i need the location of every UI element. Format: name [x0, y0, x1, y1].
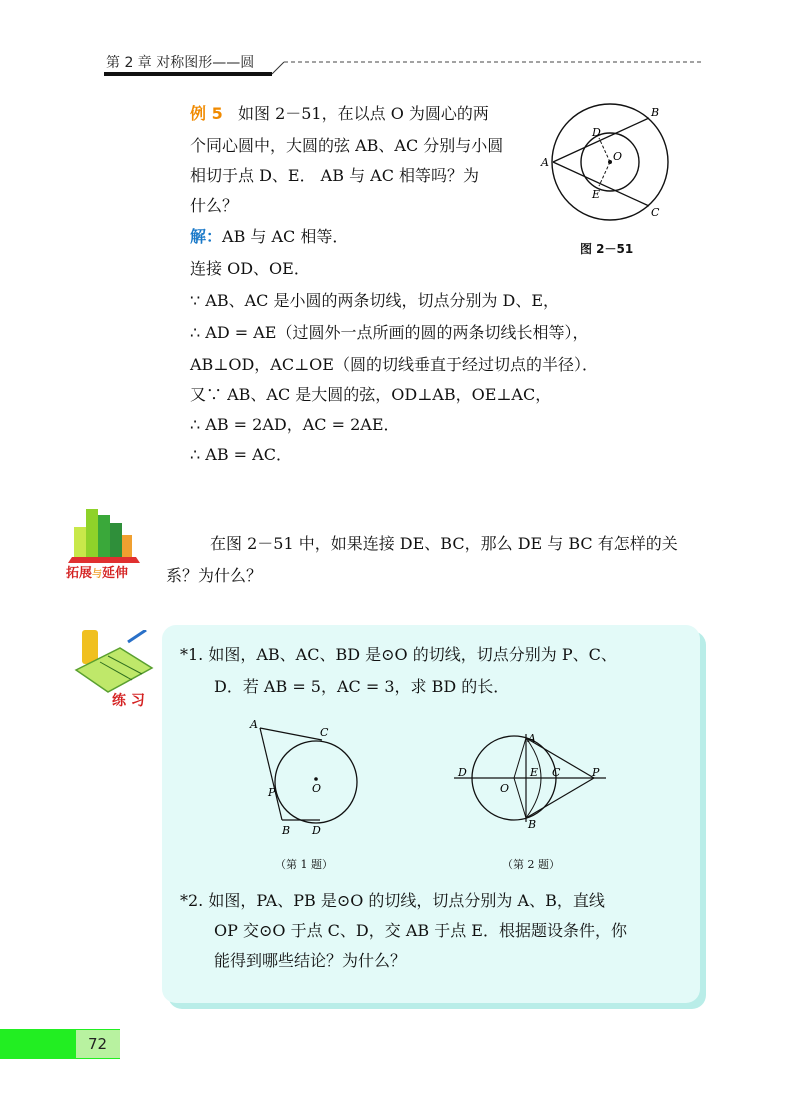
q2-line-2: OP 交⊙O 于点 C、D，交 AB 于点 E．根据题设条件，你: [214, 921, 627, 940]
example-text-2: 个同心圆中，大圆的弦 AB、AC 分别与小圆: [190, 136, 504, 155]
figure-q2: [452, 728, 612, 832]
q2-line-1: *2. 如图，PA、PB 是⊙O 的切线，切点分别为 A、B，直线: [180, 891, 605, 910]
solution-step: ∴ AB = 2AD，AC = 2AE．: [190, 415, 400, 434]
q1-label-d: D: [312, 824, 321, 837]
example-text-1: 如图 2－51，在以点 O 为圆心的两: [237, 104, 489, 123]
chord-ac: [553, 162, 649, 206]
q1-label-o: O: [312, 782, 322, 795]
q1-label-p: P: [268, 786, 276, 799]
q2-tangent-pb: [526, 778, 594, 818]
q1-tangent-ab: [260, 728, 282, 820]
q2-label-a: A: [528, 732, 536, 745]
solution-line: [190, 227, 348, 247]
q1-label-a: A: [250, 718, 258, 731]
radius-oe: [599, 162, 610, 186]
solution-step: 连接 OD、OE．: [190, 259, 310, 278]
solution-step: 又∵ AB、AC 是大圆的弦，OD⊥AB，OE⊥AC，: [190, 385, 552, 404]
extension-badge-mid: 与: [92, 569, 103, 580]
radius-od: [599, 138, 610, 162]
label-d: D: [592, 126, 601, 139]
example-first-line: [190, 104, 489, 124]
solution-step: ∵ AB、AC 是小圆的两条切线，切点分别为 D、E，: [190, 291, 560, 310]
solution-step: AB⊥OD，AC⊥OE（圆的切线垂直于经过切点的半径）．: [190, 355, 598, 374]
header-dashed-rule: [272, 58, 704, 78]
q2-ob: [514, 778, 526, 818]
example-label: 例 5: [190, 104, 223, 123]
label-o: O: [613, 150, 623, 163]
q2-oa: [514, 738, 526, 778]
q2-line-3: 能得到哪些结论？为什么？: [214, 951, 407, 970]
header-underline: [104, 72, 272, 76]
solution-label: 解：: [190, 227, 223, 246]
label-a: A: [541, 156, 549, 169]
q2-label-d: D: [458, 766, 467, 779]
example-text-3: 相切于点 D、E． AB 与 AC 相等吗？为: [190, 166, 480, 185]
solution-step: ∴ AD = AE（过圆外一点所画的圆的两条切线长相等），: [190, 323, 589, 342]
extension-text-2: 系？为什么？: [166, 566, 263, 585]
page-number: 72: [88, 1035, 108, 1053]
practice-icon: [68, 630, 160, 696]
chapter-header: 第 2 章 对称图形——圆: [106, 55, 255, 71]
figure-q2-caption: （第 2 题）: [502, 858, 560, 871]
extension-badge-left: 拓展: [66, 566, 93, 581]
practice-badge: 练 习: [112, 693, 145, 709]
label-b: B: [651, 106, 660, 119]
figure-2-51: [535, 100, 685, 240]
solution-step: ∴ AB = AC．: [190, 445, 292, 464]
label-c: C: [651, 206, 660, 219]
q2-label-o: O: [500, 782, 510, 795]
extension-text-1: 在图 2－51 中，如果连接 DE、BC，那么 DE 与 BC 有怎样的关: [210, 534, 678, 553]
label-e: E: [592, 188, 601, 201]
extension-badge-right: 延伸: [102, 566, 129, 581]
chord-ab: [553, 118, 649, 162]
q2-label-p: P: [592, 766, 600, 779]
q1-label-c: C: [320, 726, 329, 739]
extension-badge: [66, 562, 128, 581]
q2-label-c: C: [552, 766, 561, 779]
q2-label-b: B: [528, 818, 537, 831]
q1-line-1: *1. 如图，AB、AC、BD 是⊙O 的切线，切点分别为 P、C、: [180, 645, 617, 664]
solution-first: AB 与 AC 相等．: [222, 227, 349, 246]
figure-caption: 图 2－51: [580, 242, 634, 256]
q1-line-2: D．若 AB = 5，AC = 3，求 BD 的长．: [214, 677, 510, 696]
figure-q1-caption: （第 1 题）: [275, 858, 333, 871]
q1-label-b: B: [282, 824, 291, 837]
example-text-4: 什么？: [190, 196, 239, 215]
q1-tangent-ac: [260, 728, 322, 740]
figure-q1: [244, 716, 374, 840]
q2-label-e: E: [530, 766, 539, 779]
